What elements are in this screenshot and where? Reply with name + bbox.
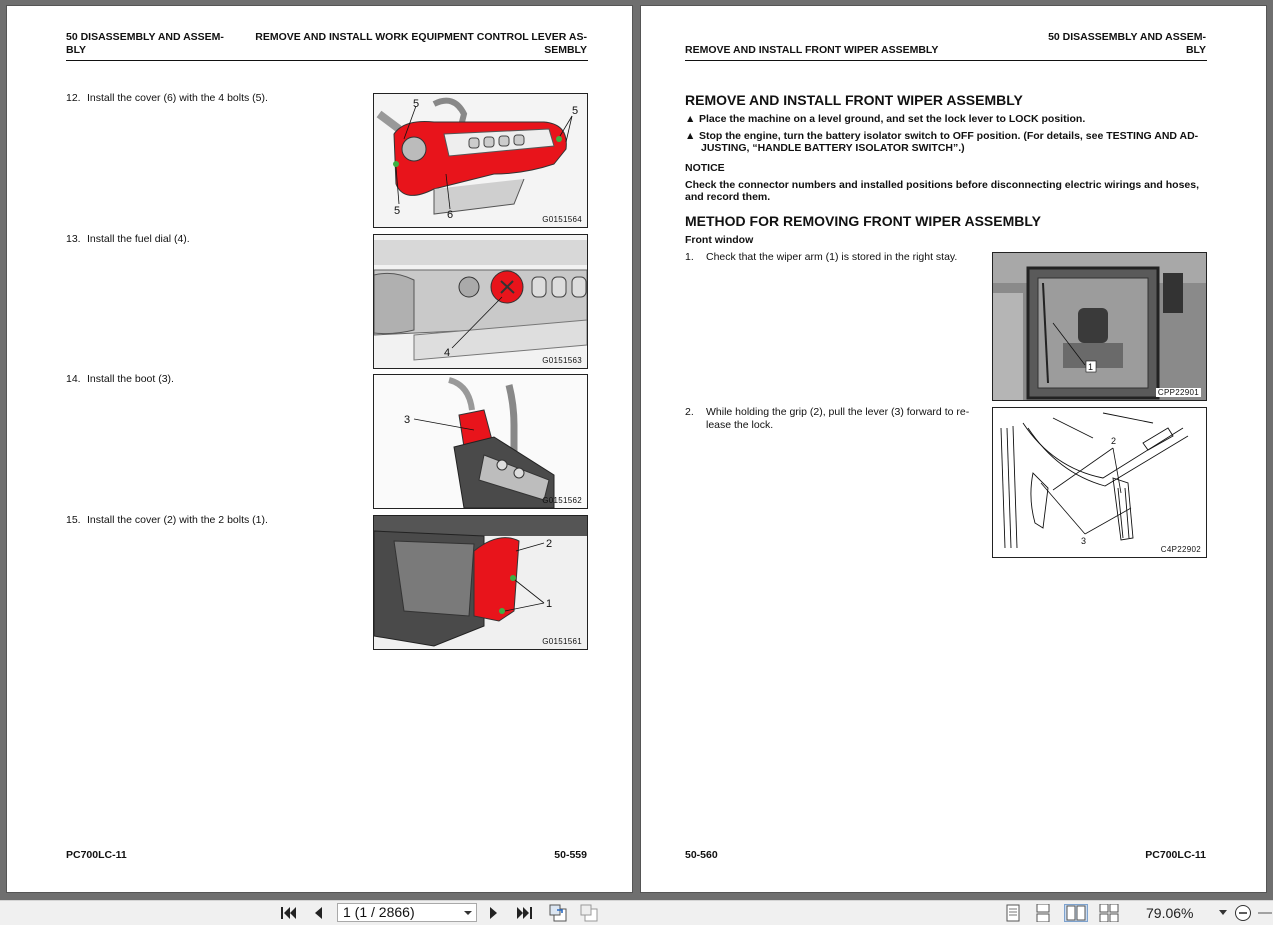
notice-line1: Check the connector numbers and installed positions before disconnecting electric wirings and hoses, — [685, 179, 1200, 191]
footer-page-number: 50-560 — [685, 849, 718, 861]
header-section-line1: 50 DISASSEMBLY AND ASSEM- — [1048, 31, 1206, 43]
next-view-icon[interactable] — [578, 904, 600, 922]
figure-wiper-arm-photo — [992, 252, 1207, 401]
continuous-facing-icon[interactable] — [1098, 904, 1120, 922]
step-number: 12. — [66, 92, 81, 104]
figure-cover-bolts — [373, 93, 588, 228]
step-12 — [66, 92, 268, 105]
next-page-icon[interactable] — [486, 904, 502, 922]
step-14 — [66, 373, 174, 386]
header-topic: REMOVE AND INSTALL FRONT WIPER ASSEMBLY — [685, 44, 939, 56]
notice-text — [685, 179, 1215, 203]
zoom-level[interactable]: 79.06% — [1146, 905, 1194, 921]
figure-id: G0151561 — [542, 637, 582, 646]
callout-label: 4 — [444, 347, 451, 359]
previous-view-icon[interactable] — [547, 904, 569, 922]
page-number-select[interactable] — [337, 903, 477, 922]
page-indicator: 1 (1 / 2866) — [343, 904, 415, 920]
callout-label: 5 — [394, 205, 401, 217]
figure-wiper-lever-diagram — [992, 407, 1207, 558]
warning-text: Place the machine on a level ground, and set the lock lever to LOCK position. — [699, 113, 1086, 125]
notice-line2: and record them. — [685, 191, 771, 203]
header-topic — [255, 31, 587, 57]
step-text: Install the cover (6) with the 4 bolts (5). — [87, 92, 268, 104]
figure-id: G0151563 — [542, 356, 582, 365]
warning-icon: ▲ — [685, 130, 696, 142]
warning-text-cont: JUSTING, “HANDLE BATTERY ISOLATOR SWITCH”.) — [701, 142, 965, 154]
figure-cover-2-bolts — [373, 515, 588, 650]
section-title: METHOD FOR REMOVING FRONT WIPER ASSEMBLY — [685, 213, 1041, 229]
step-text: Install the cover (2) with the 2 bolts (1). — [87, 514, 268, 526]
figure-id: CPP22901 — [1157, 388, 1199, 397]
facing-icon[interactable] — [1064, 904, 1088, 922]
header-section-line2: BLY — [66, 44, 87, 56]
zoom-dropdown-icon[interactable] — [1218, 904, 1228, 922]
viewer-toolbar — [0, 900, 1273, 925]
first-page-icon[interactable] — [280, 904, 298, 922]
document-page-right — [640, 5, 1267, 893]
continuous-icon[interactable] — [1034, 904, 1052, 922]
callout-label: 1 — [1088, 362, 1094, 372]
figure-boot — [373, 374, 588, 509]
warning-2 — [685, 130, 1215, 154]
chevron-down-icon — [464, 911, 472, 915]
page-title: REMOVE AND INSTALL FRONT WIPER ASSEMBLY — [685, 92, 1023, 108]
header-section — [66, 31, 224, 57]
footer-model: PC700LC-11 — [1145, 849, 1206, 861]
callout-label: 3 — [1081, 536, 1087, 546]
callout-label: 2 — [546, 538, 553, 550]
header-topic-line1: REMOVE AND INSTALL WORK EQUIPMENT CONTROL LEVER AS- — [255, 31, 587, 43]
header-rule — [66, 60, 588, 61]
warning-1 — [685, 113, 1085, 125]
step-15 — [66, 514, 268, 527]
step-number: 14. — [66, 373, 81, 385]
header-topic-line2: SEMBLY — [544, 44, 587, 56]
figure-id: G0151562 — [542, 496, 582, 505]
step-1 — [685, 251, 957, 264]
zoom-out-icon[interactable] — [1233, 904, 1253, 922]
last-page-icon[interactable] — [514, 904, 534, 922]
step-text: Install the fuel dial (4). — [87, 233, 190, 245]
header-section-line2: BLY — [1185, 44, 1206, 56]
callout-label: 3 — [404, 414, 411, 426]
step-13 — [66, 233, 190, 246]
footer-model: PC700LC-11 — [66, 849, 127, 861]
document-page-left — [6, 5, 633, 893]
warning-icon: ▲ — [685, 113, 696, 125]
step-number: 13. — [66, 233, 81, 245]
step-text: While holding the grip (2), pull the lever (3) forward to re- — [706, 406, 970, 418]
step-number: 15. — [66, 514, 81, 526]
footer-page-number: 50-559 — [554, 849, 587, 861]
header-rule — [685, 60, 1207, 61]
header-section — [1048, 31, 1206, 57]
step-text: Install the boot (3). — [87, 373, 174, 385]
step-text-cont: lease the lock. — [706, 419, 774, 431]
step-2 — [685, 406, 985, 432]
subheading: Front window — [685, 234, 754, 246]
callout-label: 5 — [572, 105, 579, 117]
figure-fuel-dial — [373, 234, 588, 369]
header-section-line1: 50 DISASSEMBLY AND ASSEM- — [66, 31, 224, 43]
figure-id: C4P22902 — [1160, 545, 1201, 554]
step-text: Check that the wiper arm (1) is stored in the right stay. — [706, 251, 958, 263]
single-page-icon[interactable] — [1004, 904, 1022, 922]
figure-id: G0151564 — [542, 215, 582, 224]
callout-label: 5 — [413, 98, 420, 110]
previous-page-icon[interactable] — [310, 904, 326, 922]
notice-label: NOTICE — [685, 162, 725, 174]
step-number: 1. — [685, 251, 694, 263]
warning-text: Stop the engine, turn the battery isolator switch to OFF position. (For details, see TESTING AND AD- — [699, 130, 1199, 142]
callout-label: 2 — [1111, 436, 1117, 446]
callout-label: 6 — [447, 209, 454, 221]
callout-label: 1 — [546, 598, 553, 610]
zoom-slider[interactable] — [1258, 904, 1272, 922]
step-number: 2. — [685, 406, 694, 418]
